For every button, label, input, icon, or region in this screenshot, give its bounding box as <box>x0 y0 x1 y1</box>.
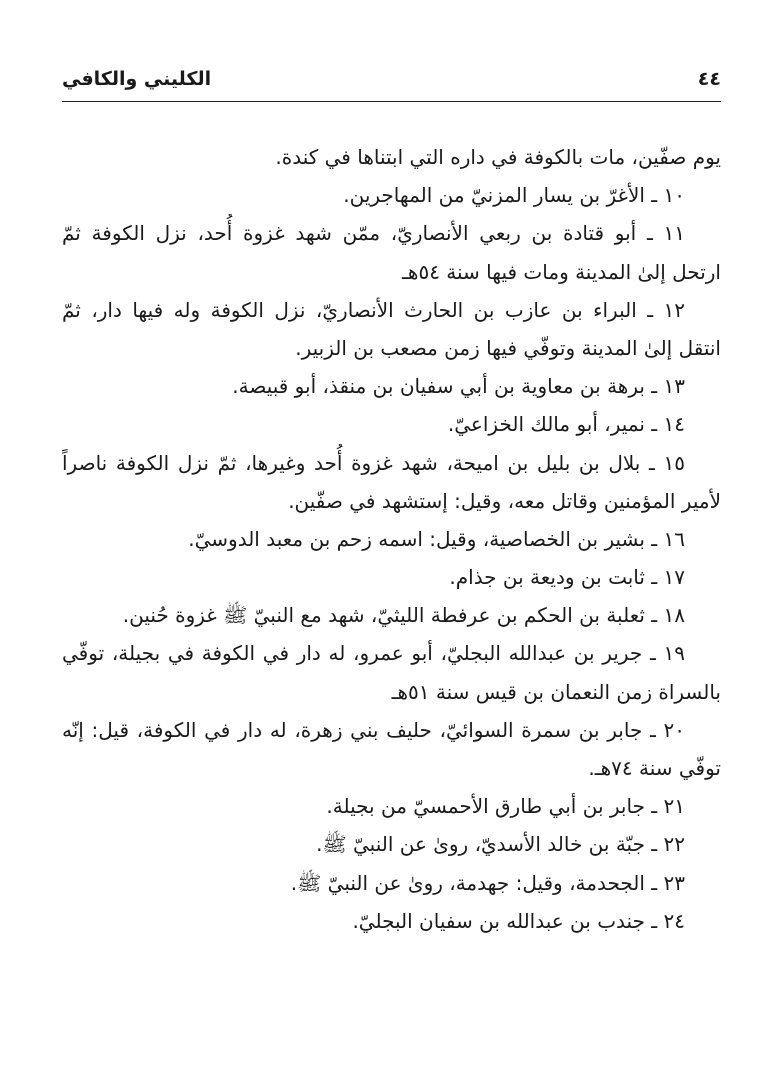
list-item: ١١ ـ أبو قتادة بن ربعي الأنصاريّ، ممّن شهد غزوة أُحد، نزل الكوفة ثمّ <box>62 221 685 246</box>
header-rule <box>62 101 721 102</box>
list-item: ١٩ ـ جرير بن عبدالله البجليّ، أبو عمرو، له دار في الكوفة في بجيلة، توفّي <box>62 641 685 666</box>
text-line: ارتحل إلىٰ المدينة ومات فيها سنة ٥٤هـ <box>402 259 721 284</box>
running-title: الكليني والكافي <box>62 68 212 90</box>
list-item: ١٨ ـ ثعلبة بن الحكم بن عرفطة الليثيّ، شهد مع النبيّ ﷺ غزوة حُنين. <box>122 603 685 628</box>
running-head <box>62 62 721 96</box>
text-line: توفّي سنة ٧٤هـ. <box>588 756 721 780</box>
list-item: ٢٤ ـ جندب بن عبدالله بن سفيان البجليّ. <box>352 908 685 933</box>
list-item: ١٤ ـ نمير، أبو مالك الخزاعيّ. <box>447 412 685 437</box>
list-item: ٢٣ ـ الجحدمة، وقيل: جهدمة، روىٰ عن النبيّ ﷺ. <box>290 870 685 895</box>
list-item: ٢٢ ـ جبّة بن خالد الأسديّ، روىٰ عن النبيّ ﷺ. <box>316 832 685 857</box>
list-item: ١٧ ـ ثابت بن وديعة بن جذام. <box>449 565 685 590</box>
list-item: ٢٠ ـ جابر بن سمرة السوائيّ، حليف بني زهرة، له دار في الكوفة، قيل: إنّه <box>62 717 685 742</box>
body-text <box>62 138 721 940</box>
list-item: ١٢ ـ البراء بن عازب بن الحارث الأنصاريّ، نزل الكوفة وله فيها دار، ثمّ <box>62 297 685 322</box>
page-number: ٤٤ <box>697 68 721 90</box>
list-item: ١٦ ـ بشير بن الخصاصية، وقيل: اسمه زحم بن معبد الدوسيّ. <box>188 526 685 551</box>
list-item: ٢١ ـ جابر بن أبي طارق الأحمسيّ من بجيلة. <box>326 794 685 819</box>
list-item: ١٣ ـ برهة بن معاوية بن أبي سفيان بن منقذ، أبو قبيصة. <box>232 374 685 399</box>
list-item: ١٠ ـ الأغرّ بن يسار المزنيّ من المهاجرين. <box>343 183 685 208</box>
list-item: ١٥ ـ بلال بن بليل بن اميحة، شهد غزوة أُحد وغيرها، ثمّ نزل الكوفة ناصراً <box>62 450 685 475</box>
text-line: يوم صفّين، مات بالكوفة في داره التي ابتناها في كندة. <box>275 145 721 169</box>
text-line: انتقل إلىٰ المدينة وتوفّي فيها زمن مصعب بن الزبير. <box>295 335 721 360</box>
text-line: لأمير المؤمنين وقاتل معه، وقيل: إستشهد في صفّين. <box>288 488 721 513</box>
text-line: بالسراة زمن النعمان بن قيس سنة ٥١هـ <box>391 679 721 704</box>
